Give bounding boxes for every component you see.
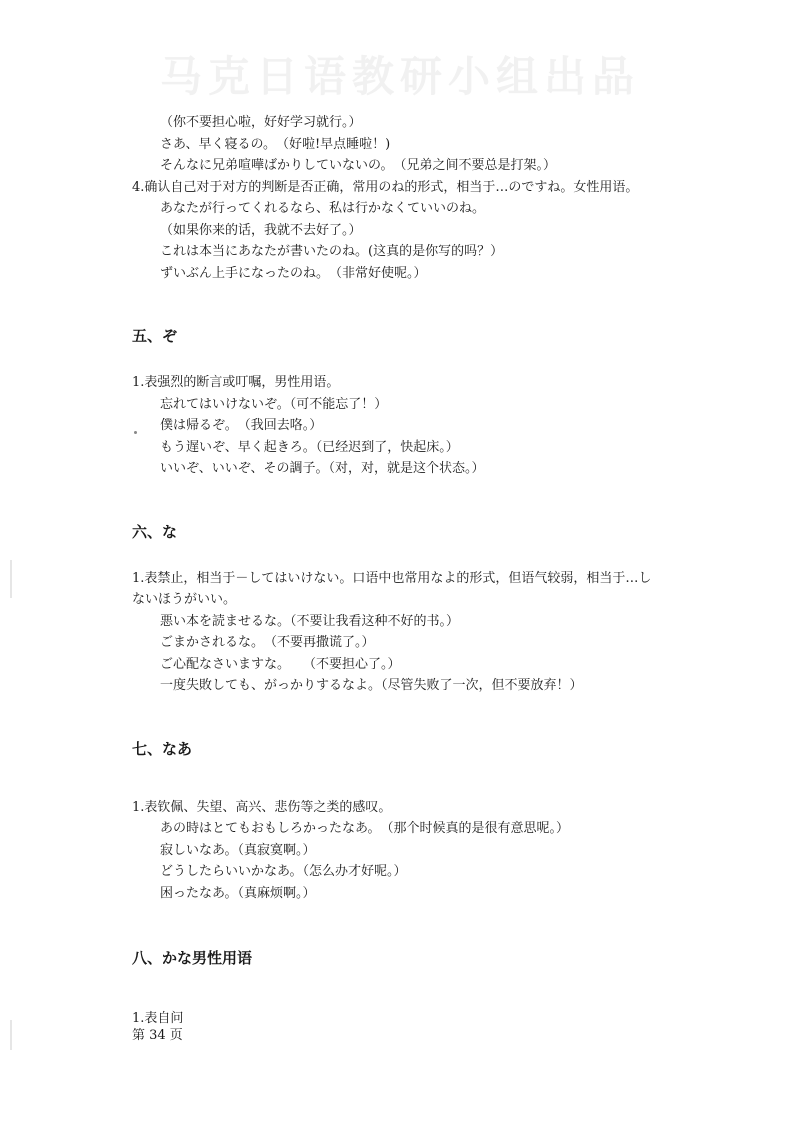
watermark-text: 马克日语教研小组出品 [159,52,640,101]
example-line: 一度失敗しても、がっかりするなよ。（尽管失败了一次，但不要放弃！） [160,678,583,693]
example-line: 悪い本を読ませるな。（不要让我看这种不好的书。） [160,613,460,629]
example-line: あなたが行ってくれるなら、私は行かなくていいのね。 [160,201,486,216]
rule-6-line: ないほうがいい。 [132,592,237,607]
intro-line: （你不要担心啦，好好学习就行。） [160,115,362,130]
example-line: あの時はとてもおもしろかったなあ。 （那个时候真的是很有意思呢。） [160,821,569,836]
rule-4: 4.确认自己对于对方的判断是否正确，常用のね的形式，相当于…のですね。女性用语。 [132,179,639,195]
section-heading-6: 六、な [132,522,178,541]
rule-7: 1.表钦佩、失望、高兴、悲伤等之类的感叹。 [132,799,392,815]
example-line: ご心配なさいますな。 （不要担心了。） [160,656,401,672]
rule-5: 1.表强烈的断言或叮嘱，男性用语。 [132,375,340,390]
document-body [132,112,692,1030]
section-heading-8: 八、かな男性用语 [132,949,253,967]
example-line: もう遅いぞ、早く起きろ。（已经迟到了，快起床。） [160,439,459,455]
example-line: 忘れてはいけないぞ。（可不能忘了！） [160,396,388,412]
example-line: いいぞ、いいぞ、その調子。（对，对，就是这个状态。） [160,461,485,476]
section-heading-7: 七、なあ [132,739,193,758]
example-line: （如果你来的话，我就不去好了。） [160,222,362,238]
rule-6-line: 1.表禁止，相当于－してはいけない。口语中也常用なよ的形式，但语气较弱，相当于…し [132,570,652,586]
example-line: 寂しいなあ。（真寂寞啊。） [160,842,316,858]
example-line: 困ったなあ。（真麻烦啊。） [160,885,316,901]
intro-line: そんなに兄弟喧嘩ばかりしていないの。 （兄弟之间不要总是打架。） [160,158,556,173]
example-line: ごまかされるな。 （不要再撒谎了。） [160,635,375,650]
example-line: 僕は帰るぞ。 （我回去咯。） [160,418,323,433]
example-line: ずいぶん上手になったのね。 （非常好使呢。） [160,265,427,281]
example-line: これは本当にあなたが書いたのね。(这真的是你写的吗？） [160,244,504,259]
intro-line: さあ、早く寝るの。 （好啦!早点睡啦！) [160,136,391,152]
scan-margin-mark [10,560,12,598]
example-line: どうしたらいいかなあ。（怎么办才好呢。） [160,864,407,879]
page-number: 第 34 页 [132,1028,183,1043]
scan-margin-mark [10,1020,12,1050]
section-heading-5: 五、ぞ [132,327,178,345]
rule-8: 1.表自问 [132,1011,184,1026]
